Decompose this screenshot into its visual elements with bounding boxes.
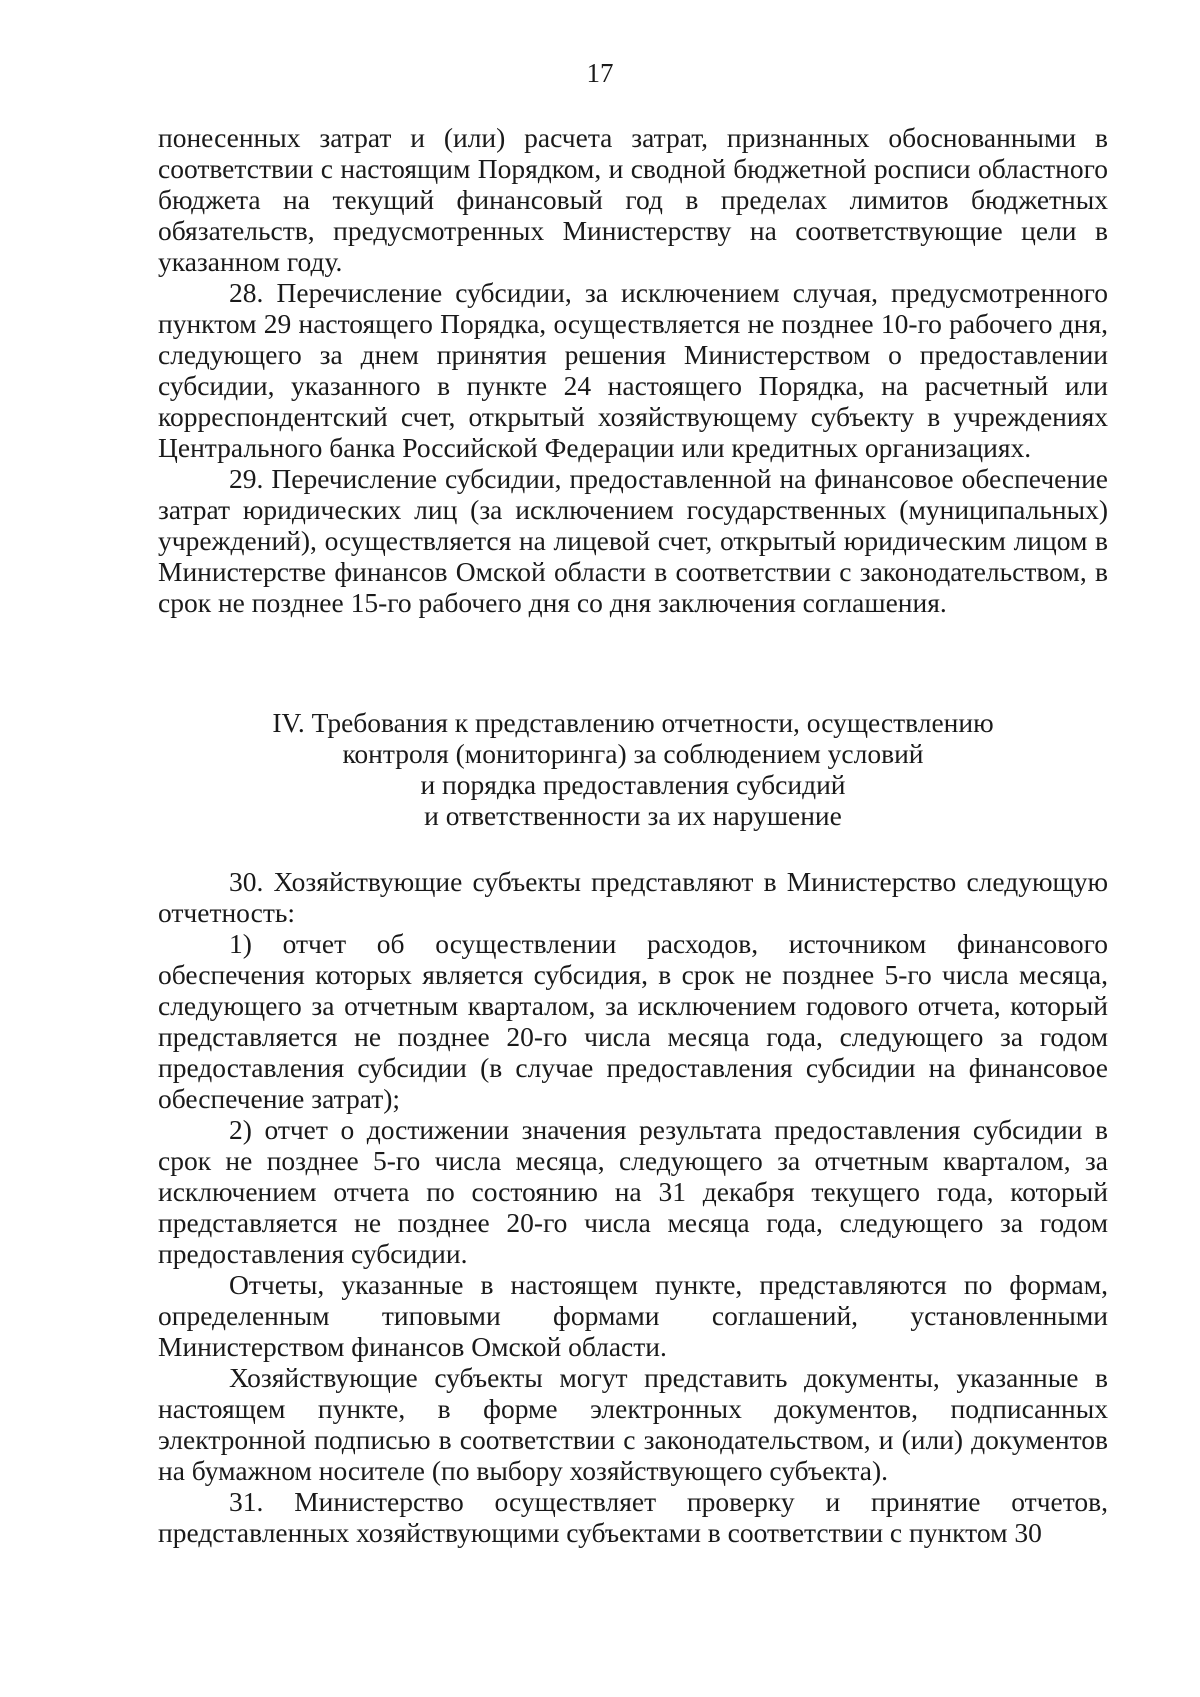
section-heading-line-4: и ответственности за их нарушение [424, 800, 842, 831]
paragraph-31: 31. Министерство осуществляет проверку и принятие отчетов, представленных хозяйствующими субъектами в соответствии с пунктом 30 [158, 1486, 1108, 1548]
paragraph-continuation: понесенных затрат и (или) расчета затрат, признанных обоснованными в соответствии с настоящим Порядком, и сводной бюджетной росписи областного бюджета на текущий финансовый год в пределах лимитов бюджетных обязательств, предусмотренных Министерству на соответствующие цели в указанном году. [158, 122, 1108, 277]
body-text-block-bottom [158, 866, 1108, 1548]
page-number: 17 [586, 58, 614, 88]
section-heading [158, 707, 1108, 831]
section-heading-line-1: IV. Требования к представлению отчетности, осуществлению [272, 707, 994, 738]
paragraph-30-item-1: 1) отчет об осуществлении расходов, источником финансового обеспечения которых является субсидия, в срок не позднее 5-го числа месяца, следующего за отчетным кварталом, за исключением годового отчета, который представляется не позднее 20-го числа месяца года, следующего за годом предоставления субсидии (в случае предоставления субсидии на финансовое обеспечение затрат); [158, 928, 1108, 1114]
section-heading-line-2: контроля (мониторинга) за соблюдением условий [342, 738, 924, 769]
paragraph-29: 29. Перечисление субсидии, предоставленной на финансовое обеспечение затрат юридических лиц (за исключением государственных (муниципальных) учреждений), осуществляется на лицевой счет, открытый юридическим лицом в Министерстве финансов Омской области в соответствии с законодательством, в срок не позднее 15-го рабочего дня со дня заключения соглашения. [158, 463, 1108, 618]
paragraph-30-item-2: 2) отчет о достижении значения результата предоставления субсидии в срок не позднее 5-го числа месяца, следующего за отчетным кварталом, за исключением отчета по состоянию на 31 декабря текущего года, который представляется не позднее 20-го числа месяца года, следующего за годом предоставления субсидии. [158, 1114, 1108, 1269]
paragraph-28: 28. Перечисление субсидии, за исключением случая, предусмотренного пунктом 29 настоящего Порядка, осуществляется не позднее 10-го рабочего дня, следующего за днем принятия решения Министерством о предоставлении субсидии, указанного в пункте 24 настоящего Порядка, на расчетный или корреспондентский счет, открытый хозяйствующему субъекту в учреждениях Центрального банка Российской Федерации или кредитных организациях. [158, 277, 1108, 463]
body-text-block-top [158, 122, 1108, 618]
paragraph-30-electronic: Хозяйствующие субъекты могут представить документы, указанные в настоящем пункте, в форме электронных документов, подписанных электронной подписью в соответствии с законодательством, и (или) документов на бумажном носителе (по выбору хозяйствующего субъекта). [158, 1362, 1108, 1486]
paragraph-30: 30. Хозяйствующие субъекты представляют в Министерство следующую отчетность: [158, 866, 1108, 928]
paragraph-30-forms: Отчеты, указанные в настоящем пункте, представляются по формам, определенным типовыми формами соглашений, установленными Министерством финансов Омской области. [158, 1269, 1108, 1362]
section-heading-line-3: и порядка предоставления субсидий [420, 769, 846, 800]
